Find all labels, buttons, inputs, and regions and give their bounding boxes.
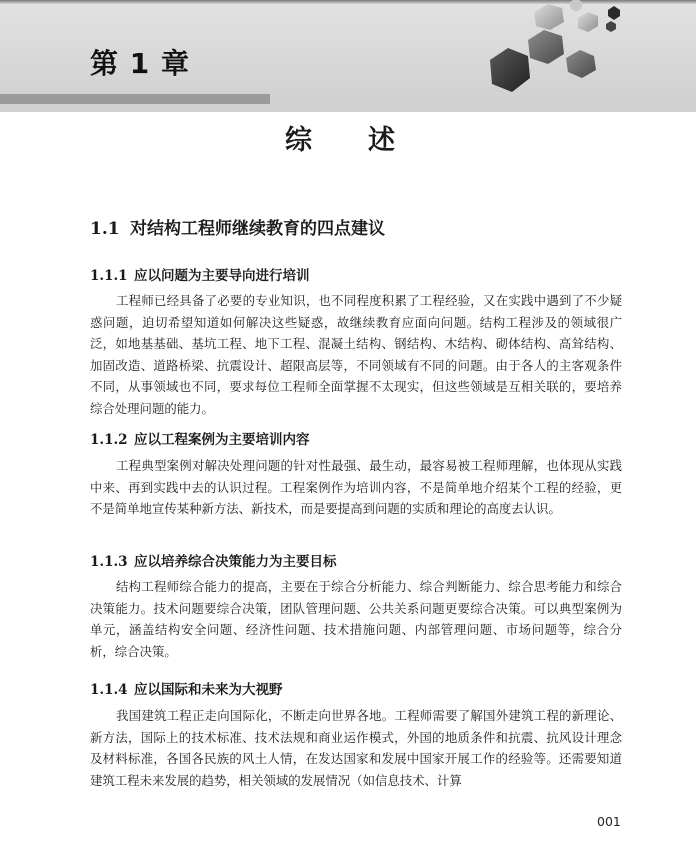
hexagon-grey — [566, 50, 596, 78]
subsection-title: 应以工程案例为主要培训内容 — [134, 432, 310, 448]
hexagon-tiny-right — [606, 21, 616, 32]
subsection-heading-1 — [90, 264, 310, 284]
section-number: 1.1 — [90, 219, 120, 239]
subsection-number: 1.1.3 — [90, 554, 128, 570]
hexagon-small-top — [570, 0, 582, 12]
subsection-number: 1.1.1 — [90, 268, 128, 284]
section-title-text: 对结构工程师继续教育的四点建议 — [130, 219, 385, 239]
subsection-title: 应以培养综合决策能力为主要目标 — [134, 554, 337, 570]
subsection-title: 应以问题为主要导向进行培训 — [134, 268, 310, 284]
hexagon-light-right — [578, 12, 598, 32]
paragraph-1: 工程师已经具备了必要的专业知识，也不同程度积累了工程经验，又在实践中遇到了不少疑惑问题，迫切希望知道如何解决这些疑惑，故继续教育应面向问题。结构工程涉及的领域很广泛，如地基基础、基坑工程、地下工程、混凝土结构、钢结构、木结构、砌体结构、高耸结构、加固改造、道路桥梁、抗震设计、超限高层等，不同领域有不同的问题。由于各人的主客观条件不同，从事领域也不同，要求每位工程师全面掌握不太现实，但这些领域是互相关联的，要培养综合处理问题的能力。 — [90, 293, 622, 416]
subsection-heading-3 — [90, 550, 337, 570]
chapter-title: 综述 — [285, 125, 451, 156]
header-accent-strip — [0, 94, 270, 104]
hexagon-large — [490, 48, 530, 92]
subsection-number: 1.1.4 — [90, 682, 128, 698]
page-number: 001 — [597, 814, 621, 829]
section-heading — [90, 214, 385, 239]
subsection-title: 应以国际和未来为大视野 — [134, 682, 283, 698]
decorative-hexagons — [462, 0, 696, 112]
subsection-number: 1.1.2 — [90, 432, 128, 448]
paragraph-4: 我国建筑工程正走向国际化，不断走向世界各地。工程师需要了解国外建筑工程的新理论、新方法，国际上的技术标准、技术法规和商业运作模式，外国的地质条件和抗震、抗风设计理念及材料标准，各国各民族的风土人情，在发达国家和发展中国家开展工作的经验等。还需要知道建筑工程未来发展的趋势，相关领域的发展情况（如信息技术、计算 — [90, 708, 622, 788]
hexagon-medium — [528, 30, 564, 64]
hexagon-light-top — [534, 4, 564, 30]
subsection-heading-4 — [90, 678, 283, 698]
subsection-heading-2 — [90, 428, 310, 448]
paragraph-2: 工程典型案例对解决处理问题的针对性最强、最生动，最容易被工程师理解，也体现从实践中来、再到实践中去的认识过程。工程案例作为培训内容，不是简单地介绍某个工程的经验，更不是简单地宣传某种新方法、新技术，而是要提高到问题的实质和理论的高度去认识。 — [90, 458, 622, 516]
hexagon-tiny-dark — [608, 6, 620, 20]
paragraph-3: 结构工程师综合能力的提高，主要在于综合分析能力、综合判断能力、综合思考能力和综合决策能力。技术问题要综合决策，团队管理问题、公共关系问题更要综合决策。可以典型案例为单元，涵盖结构安全问题、经济性问题、技术措施问题、内部管理问题、市场问题等，综合分析，综合决策。 — [90, 579, 622, 659]
chapter-label: 第 1 章 — [90, 47, 190, 80]
